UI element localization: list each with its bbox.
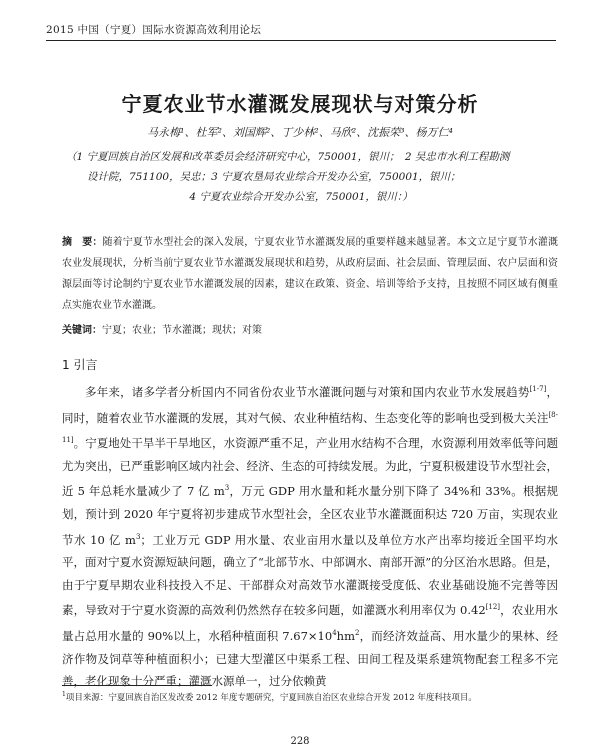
affiliations [66,147,556,207]
body-text-5: ；工业万元 GDP 用水量、农业亩用水量以及单位方水产出率均接近全国平均水平，面对宁夏水资源短缺问题，确立了“北部节水、中部调水、南部开源”的分区治水思路。但是，由于宁夏早期农业科技投入不足、干部群众对高效节水灌溉接受度低、农业基础设施不完善等因素，导致对于宁夏水资源的高效利仍然然存在较多问题，如灌溉水利用率仅为 0.42 [62,532,558,618]
keywords-text: 宁夏；农业；节水灌溉；现状；对策 [102,325,262,336]
citation-ref: [8-11] [62,410,558,445]
superscript: 3 [135,532,141,541]
body-text-8: ，而经济效益高、用水量少的果林、经济作物及饲草等种植面积小；已建大型灌区中渠系工程、田间工程及渠系建筑物配套工程多不完善，老化现象十分严重；灌溉水源单一，过分依赖黄 [62,628,559,689]
author-list: 马永梅¹、杜军²、刘国辉²、丁少林²、马欣²、沈振荣³、杨万仁⁴ [147,126,453,139]
footnote-text: 项目来源：宁夏回族自治区发改委 2012 年度专题研究，宁夏回族自治区农业综合开发 2012 年度科技项目。 [65,693,477,703]
footnote [62,691,562,703]
section-title: 引言 [73,358,98,372]
body-text-4: ，万元 GDP 用水量和耗水量分别下降了 34%和 33%。根据规划，预计到 2020 年宁夏将初步建成节水型社会，全区农业节水灌溉面积达 720 万亩，实现农业节水 10 亿 m [62,484,558,547]
citation-ref: [1-7] [529,385,547,393]
superscript: 2 [354,629,360,637]
body-text-1: 多年来，诸多学者分析国内不同省份农业节水灌溉问题与对策和国内农业节水发展趋势 [85,384,530,399]
running-header: 2015 中国（宁夏）国际水资源高效利用论坛 [46,22,556,41]
affiliation-line-1: （1 宁夏回族自治区发展和改革委员会经济研究中心，750001，银川； 2 吴忠市水利工程勘测 [66,151,510,163]
body-text-7: hm [336,628,355,643]
body-text-3: 。宁夏地处干旱半干旱地区，水资源严重不足，产业用水结构不合理，水资源利用效率低等问题尤为突出，已严重影响区域内社会、经济、生态的可持续发展。为此，宁夏积极建设节水型社会，近 5 年总耗水量减少了 7 亿 m [62,435,558,499]
abstract [62,232,558,316]
affiliation-line-3: 4 宁夏农业综合开发办公室，750001，银川：） [189,191,413,203]
abstract-label: 摘 要： [62,237,103,248]
superscript: 4 [332,629,337,637]
page-number: 228 [290,736,310,747]
body-text-6: ，农业用水量占总用水量的 90%以上，水稻种植面积 7.67×10 [62,603,558,643]
keywords [62,321,558,336]
section-heading [62,356,97,373]
paper-title: 宁夏农业节水灌溉发展现状与对策分析 [121,92,479,116]
body-paragraph [62,378,558,693]
superscript: 3 [224,484,230,493]
keywords-label: 关键词： [62,325,102,336]
affiliation-line-2: 设计院，751100，吴忠；3 宁夏农垦局农业综合开发办公室，750001，银川； [87,171,461,183]
section-number: 1 [62,358,70,372]
citation-ref: [12] [485,603,501,612]
footnote-mark: 1 [62,691,66,699]
footnote-divider [62,685,212,686]
abstract-text: 随着宁夏节水型社会的深入发展，宁夏农业节水灌溉发展的重要样越来越显著。本文立足宁夏节水灌溉农业发展现状，分析当前宁夏农业节水灌溉发展现状和趋势，从政府层面、社会层面、管理层面、农户层面和资源层面等讨论制约宁夏农业节水灌溉发展的因素，建议在政策、资金、培训等给予支持，且按照不同区域有侧重点实施农业节水灌溉。 [62,237,558,311]
body-text-2: ，同时，随着农业节水灌溉的发展，其对气候、农业种植结构、生态变化等的影响也受到极大关注 [62,384,558,425]
